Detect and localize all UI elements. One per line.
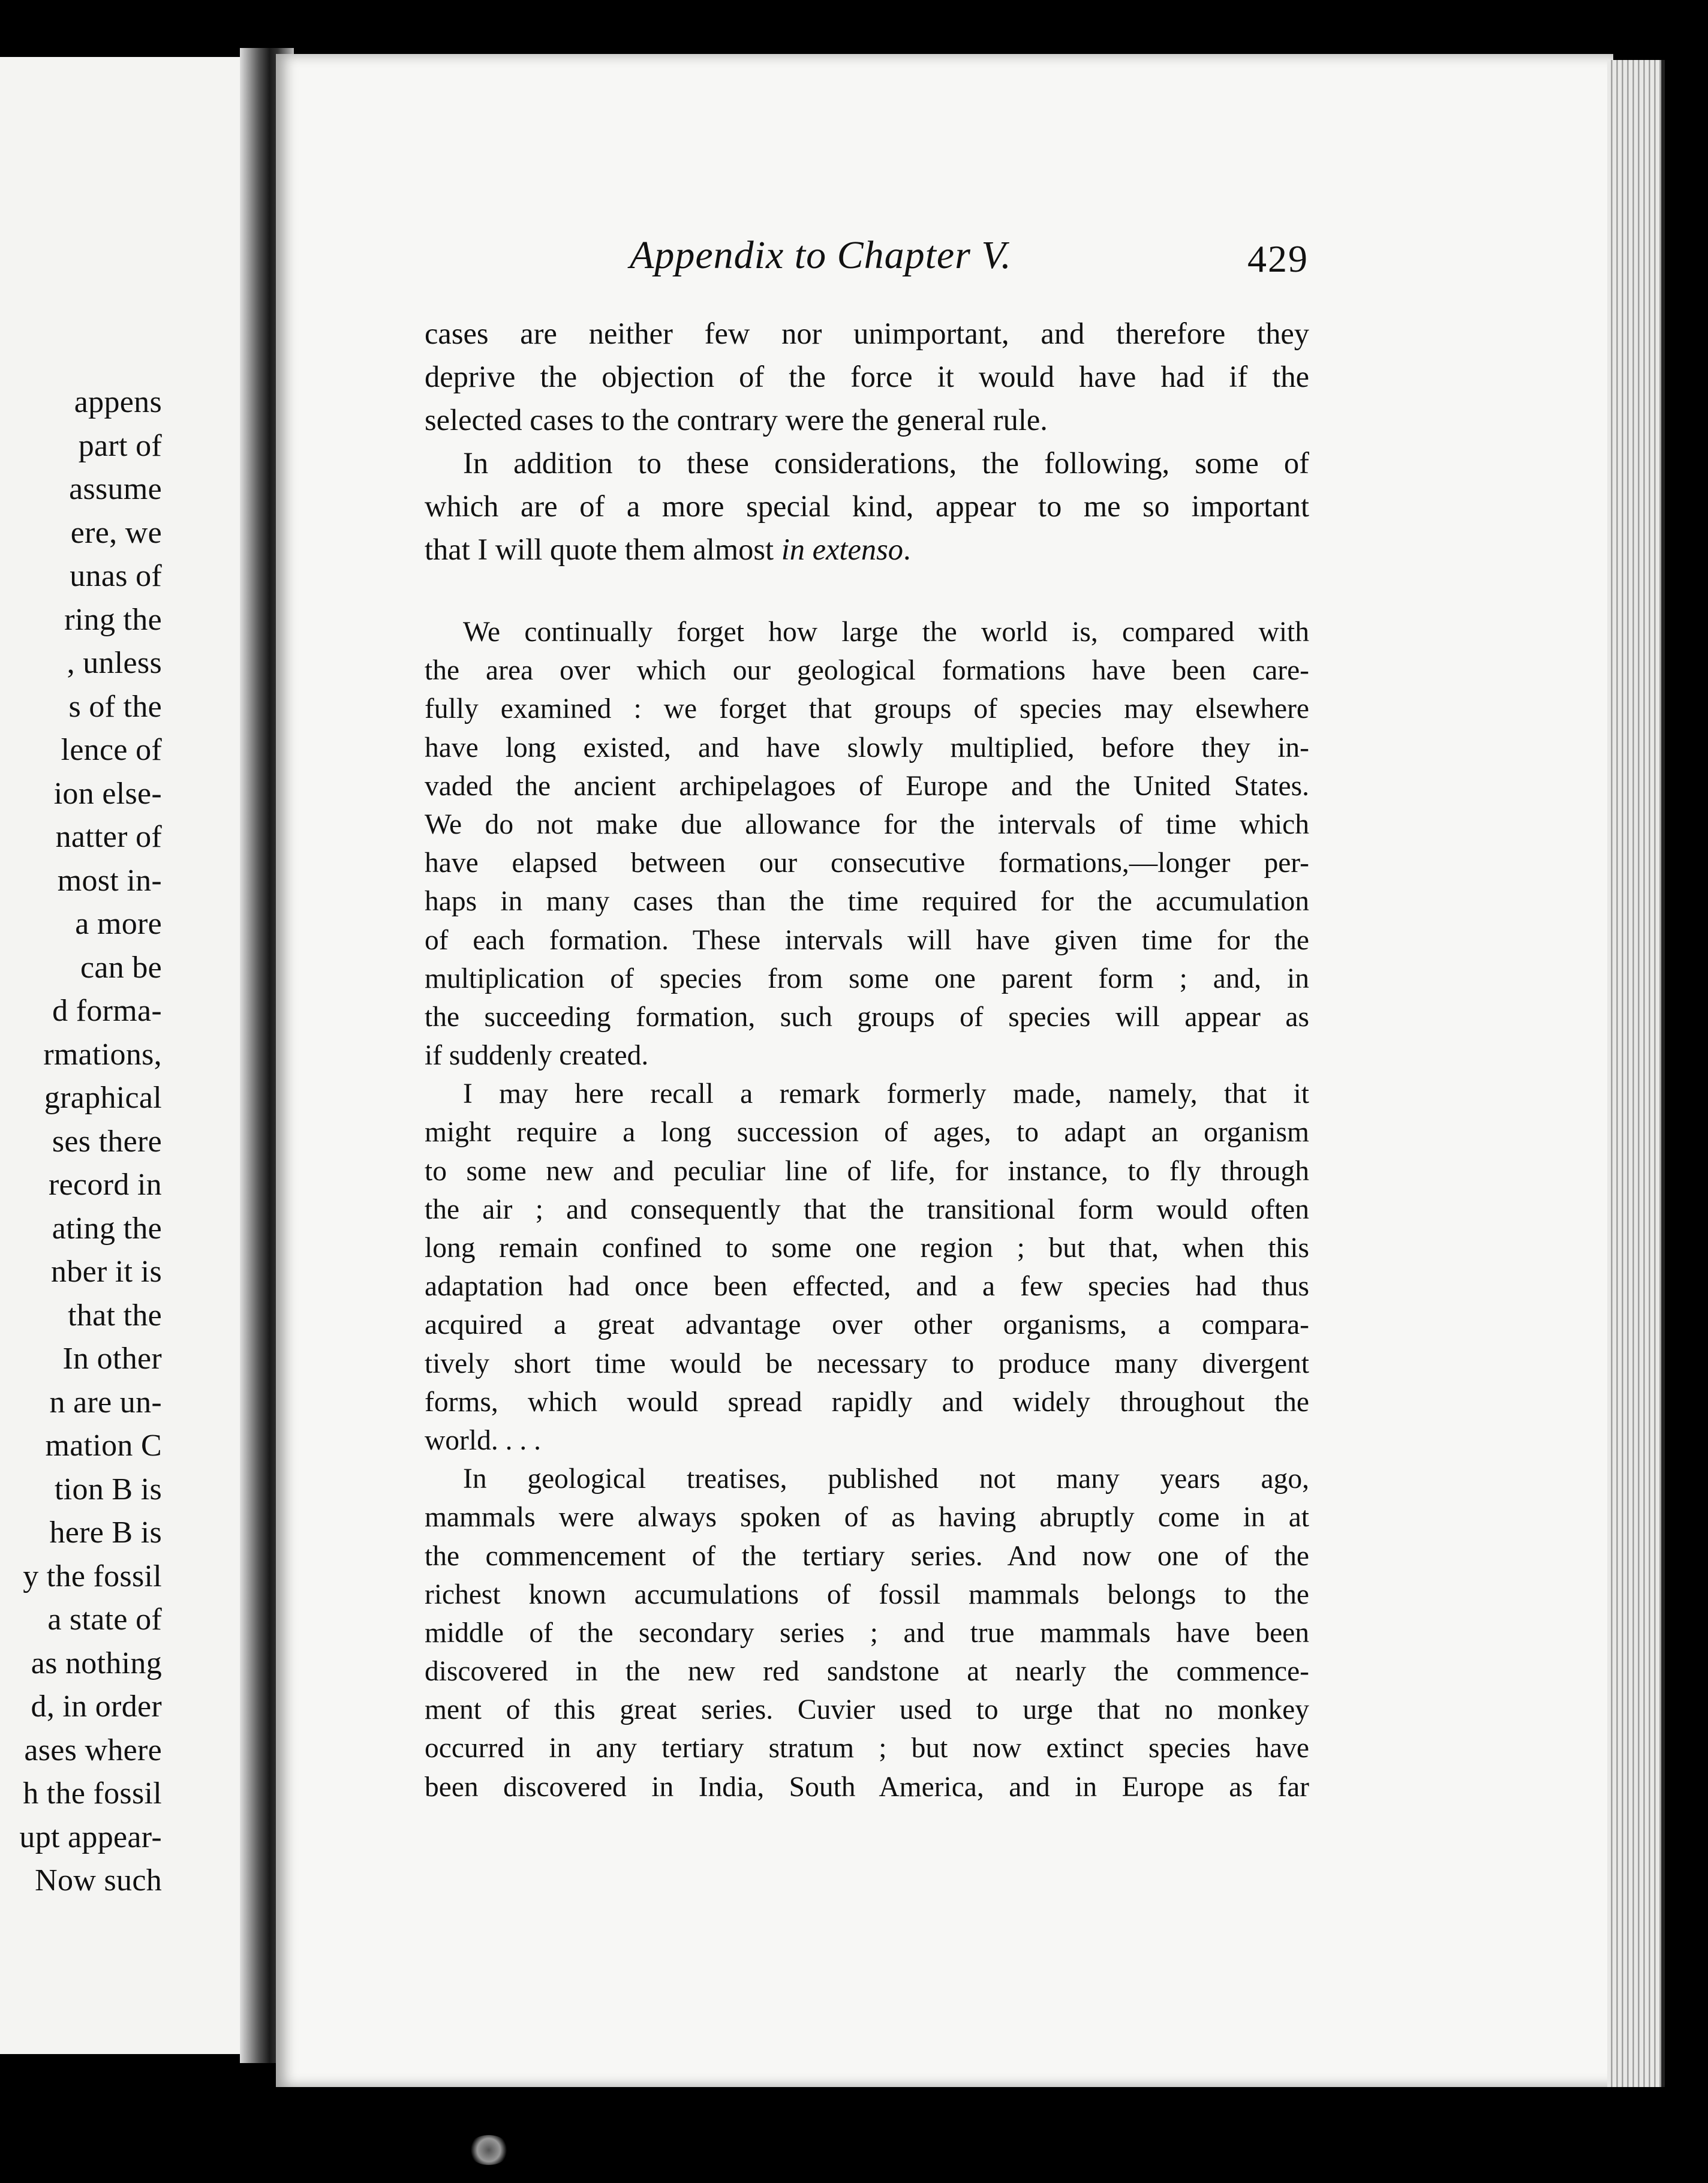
text-line: We do not make due allowance for the intervals of time which <box>425 808 1309 840</box>
left-page-line: a more <box>75 907 162 941</box>
left-page-line: record in <box>49 1168 162 1202</box>
text-line: haps in many cases than the time required for the accumulation <box>425 886 1309 918</box>
left-page-line: unas of <box>70 559 162 593</box>
text-line: deprive the objection of the force it would have had if the <box>425 360 1309 393</box>
left-page-line: that the <box>68 1298 162 1333</box>
text-line: occurred in any tertiary stratum ; but now extinct species have <box>425 1733 1309 1764</box>
section-gap <box>425 571 1309 613</box>
text-line: which are of a more special kind, appear to me so important <box>425 489 1309 523</box>
left-page-line: d, in order <box>31 1689 162 1724</box>
text-line: have long existed, and have slowly multiplied, before they in- <box>425 732 1309 763</box>
text-run: that I will quote them almost <box>425 533 781 566</box>
left-page-line: , unless <box>67 646 162 680</box>
left-page-line: ere, we <box>70 515 162 550</box>
text-line: have elapsed between our consecutive formations,—longer per- <box>425 847 1309 879</box>
left-page-line: a state of <box>47 1602 162 1637</box>
left-page-text <box>0 381 162 1903</box>
left-page-line: ases where <box>24 1733 162 1767</box>
text-line: acquired a great advantage over other organisms, a compara- <box>425 1309 1309 1341</box>
text-line: the area over which our geological formations have been care- <box>425 655 1309 687</box>
left-page-line: as nothing <box>31 1646 162 1680</box>
left-page-line: ion else- <box>53 776 162 811</box>
quoted-paragraph <box>425 613 1309 1075</box>
text-line: might require a long succession of ages, to adapt an organism <box>425 1117 1309 1148</box>
page-edges <box>1607 60 1665 2087</box>
left-page-line: part of <box>78 428 162 463</box>
page-number: 429 <box>1247 237 1309 280</box>
text-line: selected cases to the contrary were the general rule. <box>425 403 1048 437</box>
paragraph <box>425 312 1309 441</box>
text-line: been discovered in India, South America, and in Europe as far <box>425 1771 1309 1803</box>
left-page-line: natter of <box>55 820 162 854</box>
italic-phrase: in extenso <box>781 533 904 566</box>
left-page-line: ating the <box>52 1211 162 1246</box>
quoted-extract <box>425 613 1309 1806</box>
left-page-line: can be <box>80 950 162 985</box>
text-line: long remain confined to some one region ; but that, when this <box>425 1232 1309 1264</box>
text-line: fully examined : we forget that groups of species may elsewhere <box>425 693 1309 725</box>
text-line: discovered in the new red sandstone at nearly the commence- <box>425 1656 1309 1688</box>
paragraph <box>425 441 1309 571</box>
left-page-line: ses there <box>52 1124 162 1159</box>
left-page-line: Now such <box>35 1863 162 1898</box>
left-page-line: In other <box>62 1342 162 1376</box>
text-line: multiplication of species from some one parent form ; and, in <box>425 963 1309 994</box>
text-line: In addition to these considerations, the following, some of <box>463 446 1309 480</box>
text-line: if suddenly created. <box>425 1040 649 1072</box>
quoted-paragraph <box>425 1460 1309 1806</box>
text-line: adaptation had once been effected, and a few species had thus <box>425 1271 1309 1303</box>
text-line: We continually forget how large the world is, compared with <box>463 617 1309 648</box>
text-line: the commencement of the tertiary series. And now one of the <box>425 1540 1309 1572</box>
text-line: In geological treatises, published not many years ago, <box>463 1463 1309 1495</box>
text-line: cases are neither few nor unimportant, and therefore they <box>425 317 1309 350</box>
ink-smudge <box>468 2135 510 2165</box>
left-page-line: here B is <box>49 1516 162 1550</box>
text-line: world. . . . <box>425 1424 541 1456</box>
left-page-line: assume <box>69 472 162 506</box>
left-page-line: tion B is <box>55 1472 162 1507</box>
text-line: ment of this great series. Cuvier used to urge that no monkey <box>425 1694 1309 1726</box>
left-page-line: h the fossil <box>23 1776 162 1811</box>
left-page-line: n are un- <box>49 1385 162 1420</box>
text-line: middle of the secondary series ; and true mammals have been <box>425 1617 1309 1649</box>
left-page-line: y the fossil <box>23 1559 162 1593</box>
running-header: Appendix to Chapter V. <box>630 233 1012 277</box>
left-page-line: most in- <box>57 863 162 898</box>
left-page-line: d forma- <box>52 994 162 1028</box>
left-page-line: rmations, <box>43 1037 162 1072</box>
text-line: I may here recall a remark formerly made, namely, that it <box>463 1078 1309 1110</box>
text-line: tively short time would be necessary to produce many divergent <box>425 1348 1309 1379</box>
left-page-line: graphical <box>44 1081 162 1115</box>
left-page-line: mation C <box>45 1429 162 1463</box>
text-line: the air ; and consequently that the transitional form would often <box>425 1193 1309 1225</box>
text-line: of each formation. These intervals will have given time for the <box>425 924 1309 956</box>
text-line: to some new and peculiar line of life, for instance, to fly through <box>425 1155 1309 1187</box>
left-page-line: nber it is <box>51 1255 162 1289</box>
left-page-line: upt appear- <box>19 1820 162 1854</box>
left-page-line: appens <box>74 385 162 419</box>
intro-paragraphs <box>425 312 1309 571</box>
left-page-line: lence of <box>61 733 162 767</box>
text-line: forms, which would spread rapidly and widely throughout the <box>425 1386 1309 1418</box>
body-text <box>425 312 1309 1806</box>
text-run: . <box>903 533 911 566</box>
text-line: mammals were always spoken of as having abruptly come in at <box>425 1502 1309 1533</box>
text-line <box>425 528 1309 571</box>
left-page-line: ring the <box>64 602 162 637</box>
text-line: the succeeding formation, such groups of species will appear as <box>425 1001 1309 1033</box>
text-line: vaded the ancient archipelagoes of Europe and the United States. <box>425 770 1309 802</box>
left-page-line: s of the <box>68 689 162 724</box>
text-line: richest known accumulations of fossil mammals belongs to the <box>425 1578 1309 1610</box>
quoted-paragraph <box>425 1075 1309 1460</box>
